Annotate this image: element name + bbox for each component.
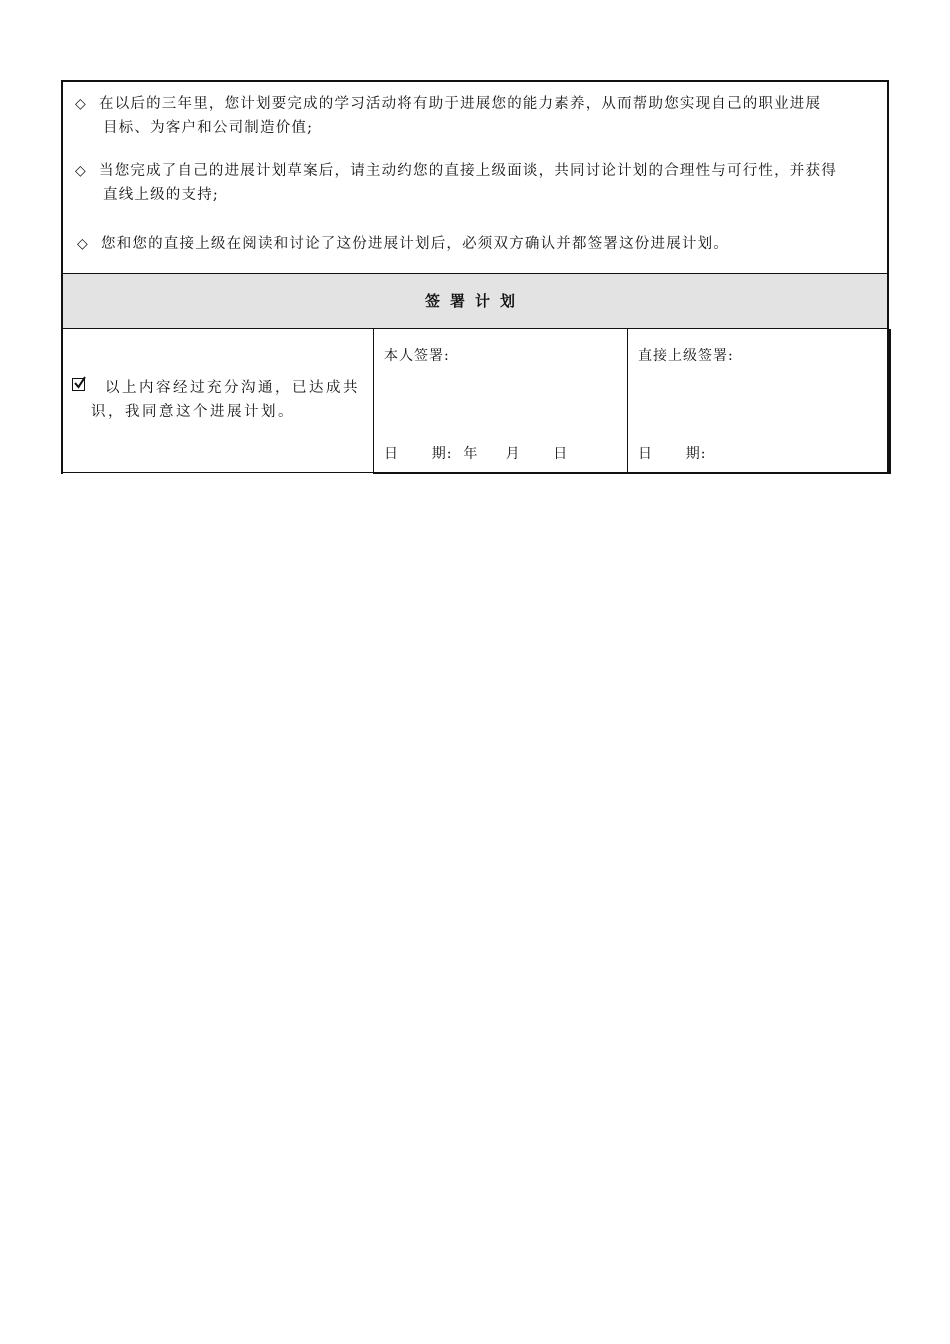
signature-row — [63, 329, 887, 474]
self-signature-cell[interactable] — [374, 329, 628, 474]
instruction-item — [75, 92, 887, 140]
development-plan-form — [61, 80, 889, 474]
agreement-cell — [63, 329, 374, 474]
checkmark-icon — [73, 376, 87, 390]
instruction-item — [77, 232, 887, 256]
diamond-bullet-icon: ◇ — [75, 96, 86, 112]
self-signature-label: 本人签署: — [384, 348, 450, 364]
instruction-text-continued: 直线上级的支持; — [103, 187, 219, 203]
supervisor-signature-label: 直接上级签署: — [638, 348, 734, 364]
supervisor-signature-cell[interactable] — [628, 329, 891, 474]
self-date-label: 日 期: 年 月 日 — [384, 446, 569, 462]
supervisor-date-label: 日 期: — [638, 446, 707, 462]
diamond-bullet-icon: ◇ — [77, 236, 88, 252]
agreement-checkbox[interactable] — [72, 378, 85, 391]
form-table — [61, 80, 889, 474]
instruction-text: 当您完成了自己的进展计划草案后，请主动约您的直接上级面谈，共同讨论计划的合理性与可行性，并获得 — [99, 163, 837, 179]
table-bottom-border — [61, 472, 374, 473]
diamond-bullet-icon: ◇ — [75, 163, 86, 179]
section-title: 签署计划 — [63, 274, 887, 329]
instruction-item — [75, 159, 887, 207]
instruction-text: 在以后的三年里，您计划要完成的学习活动将有助于进展您的能力素养，从而帮助您实现自己的职业进展 — [99, 96, 822, 112]
agreement-text: 以上内容经过充分沟通，已达成共识，我同意这个进展计划。 — [91, 380, 360, 420]
instruction-text-continued: 目标、为客户和公司制造价值; — [103, 120, 314, 136]
instruction-text: 您和您的直接上级在阅读和讨论了这份进展计划后，必须双方确认并都签署这份进展计划。 — [101, 236, 729, 252]
instructions-section — [63, 82, 887, 274]
